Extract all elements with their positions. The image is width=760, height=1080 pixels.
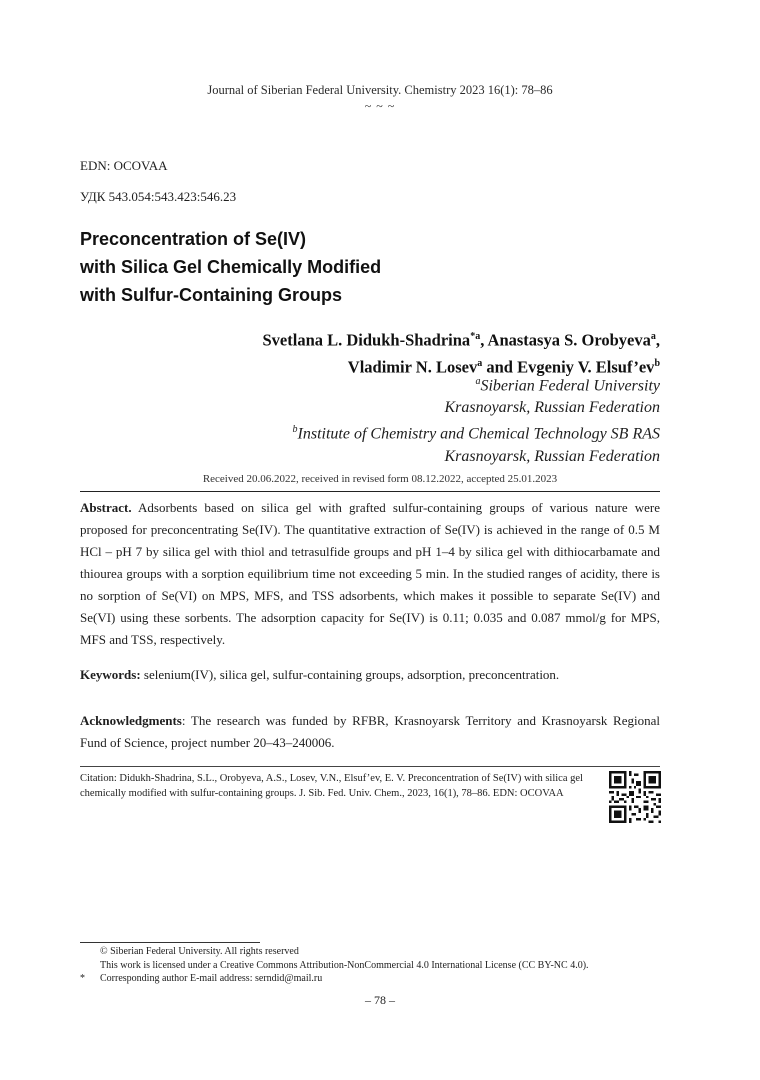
journal-header: Journal of Siberian Federal University. Chemistry 2023 16(1): 78–86	[207, 83, 553, 97]
paper-title	[80, 225, 640, 309]
author-name: Anastasya S. Orobyeva	[487, 330, 651, 350]
author-superscript: b	[654, 357, 660, 369]
footnote-copyright	[80, 945, 680, 959]
affiliation-marker: b	[292, 424, 298, 436]
footnote-marker: *	[80, 973, 85, 984]
footnotes	[80, 945, 680, 986]
acknowledgments-text: : The research was funded by RFBR, Krasnoyarsk Territory and Krasnoyarsk Regional Fund of Science, project number 20–43–240006.	[80, 713, 660, 750]
footnote-license	[80, 959, 680, 973]
author-name: Evgeniy V. Elsuf’ev	[517, 357, 655, 376]
affiliation-name: Institute of Chemistry and Chemical Technology SB RAS	[297, 425, 660, 443]
acknowledgments-label: Acknowledgments	[80, 713, 182, 728]
footnote-text: © Siberian Federal University. All rights reserved	[100, 946, 299, 957]
title-line-3: with Sulfur-Containing Groups	[80, 285, 342, 305]
affiliation-a-place: Krasnoyarsk, Russian Federation	[444, 399, 660, 417]
author-name: Vladimir N. Losev	[347, 357, 478, 376]
affiliation-b-name	[293, 419, 660, 445]
footnote-text: This work is licensed under a Creative Commons Attribution-NonCommercial 4.0 International License (CC BY-NC 4.0).	[100, 959, 589, 971]
divider	[80, 491, 660, 492]
author-superscript: *a	[470, 331, 481, 342]
author-separator: ,	[655, 330, 660, 350]
affiliation-marker: a	[475, 376, 481, 387]
author-conjunction: and	[482, 357, 518, 376]
footnote-text: Corresponding author E-mail address: serndid@mail.ru	[100, 973, 323, 984]
divider	[80, 766, 660, 767]
footnote-marker-empty	[80, 959, 100, 973]
affiliation-a-name	[293, 371, 660, 397]
footnote-divider	[80, 942, 260, 943]
edn-code: EDN: OCOVAA	[80, 158, 168, 173]
abstract-text: Adsorbents based on silica gel with grafted sulfur-containing groups of various nature were proposed for preconcentrating Se(IV). The quantitative extraction of Se(IV) is achieved in the range of 0.5 M HCl – pH 7 by silica gel with thiol and tetrasulfide groups and pH 1–4 by silica gel with dithiocarbamate and thiourea groups with a sorption equilibrium time not exceeding 5 min. In the studied ranges of acidity, there is no sorption of Se(VI) on MPS, MFS, and TSS adsorbents, which makes it possible to separate Se(IV) and Se(VI) using these sorbents. The adsorption capacity for Se(IV) is 0.11; 0.035 and 0.087 mmol/g for MPS, MFS and TSS, respectively.	[80, 500, 660, 647]
footnote-marker-empty	[80, 945, 100, 959]
keywords-label: Keywords:	[80, 667, 141, 682]
author-superscript: a	[650, 331, 656, 342]
citation: Citation: Didukh-Shadrina, S.L., Orobyeva, A.S., Losev, V.N., Elsuf’ev, E. V. Preconcentration of Se(IV) with silica gel chemically modified with sulfur-containing groups. J. Sib. Fed. Univ. Chem., 2023, 16(1), 78–86. EDN: OCOVAA	[80, 773, 583, 799]
author-name: Svetlana L. Didukh-Shadrina	[262, 330, 471, 350]
received-dates: Received 20.06.2022, received in revised form 08.12.2022, accepted 25.01.2023	[202, 473, 558, 485]
abstract-label: Abstract.	[80, 500, 132, 515]
keywords-text: selenium(IV), silica gel, sulfur-containing groups, adsorption, preconcentration.	[140, 667, 560, 682]
authors-line-1	[262, 325, 660, 352]
title-line-2: with Silica Gel Chemically Modified	[80, 257, 382, 277]
title-line-1: Preconcentration of Se(IV)	[80, 229, 307, 249]
affiliation-name: Siberian Federal University	[480, 377, 660, 395]
page-number: – 78 –	[365, 993, 395, 1007]
acknowledgments	[80, 710, 660, 754]
author-superscript: a	[477, 357, 483, 369]
qr-code-icon[interactable]	[609, 771, 661, 823]
abstract	[80, 497, 660, 651]
author-separator: ,	[480, 330, 488, 350]
keywords	[80, 664, 660, 686]
affiliation-b-place: Krasnoyarsk, Russian Federation	[444, 447, 660, 465]
footnote-corresponding	[80, 972, 680, 986]
header-ornament: ~ ~ ~	[364, 99, 396, 113]
udk-code: УДК 543.054:543.423:546.23	[80, 189, 237, 204]
affiliations	[293, 371, 660, 468]
